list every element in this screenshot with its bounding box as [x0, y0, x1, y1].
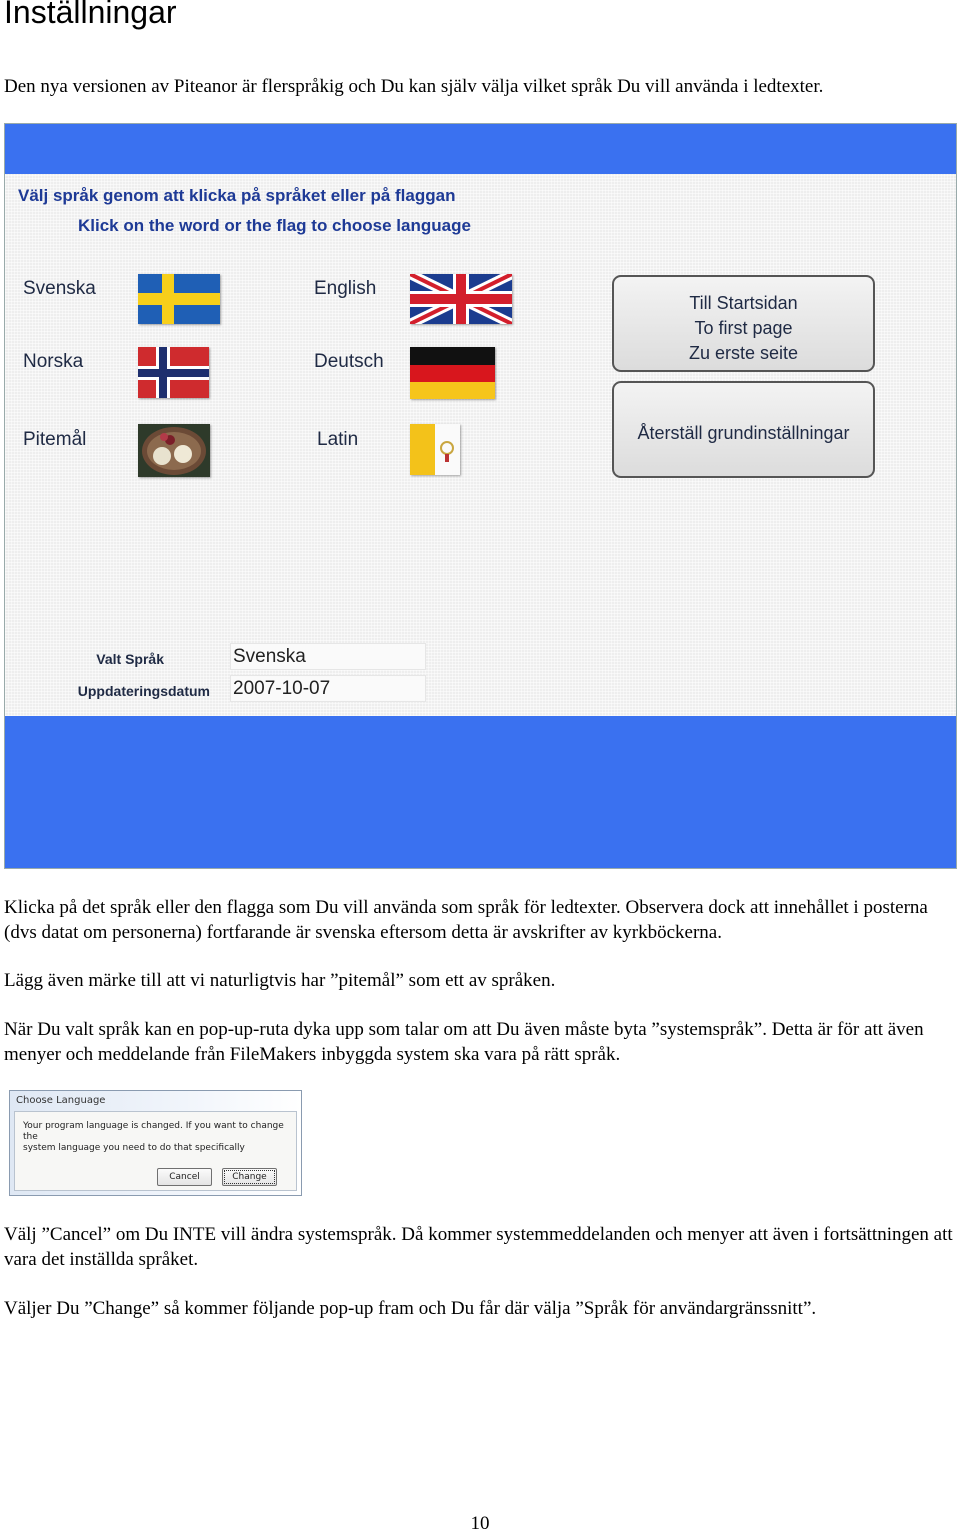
update-date-field: 2007-10-07	[230, 675, 426, 702]
language-english[interactable]: English	[314, 278, 377, 299]
intro-paragraph: Den nya versionen av Piteanor är flerspråkig och Du kan själv välja vilket språk Du vill använda i ledtexter.	[4, 76, 824, 97]
germany-flag-icon[interactable]	[410, 347, 495, 399]
paragraph-4: Välj ”Cancel” om Du INTE vill ändra systemspråk. Då kommer systemmeddelanden och menyer att även i fortsättningen att vara det inställda språket.	[4, 1224, 953, 1270]
bottom-blue-band	[5, 716, 956, 868]
language-deutsch[interactable]: Deutsch	[314, 351, 384, 372]
paragraph-5: Väljer Du ”Change” så kommer följande pop-up fram och Du får där välja ”Språk för användargränssnitt”.	[4, 1298, 817, 1319]
language-norska[interactable]: Norska	[23, 351, 84, 372]
hint-swedish: Välj språk genom att klicka på språket eller på flaggan	[18, 186, 456, 205]
uk-flag-icon[interactable]	[410, 274, 512, 324]
language-settings-screenshot	[4, 123, 957, 869]
dialog-body	[14, 1111, 297, 1191]
choose-language-dialog-screenshot	[9, 1090, 302, 1196]
page-title: Inställningar	[4, 0, 177, 30]
update-date-label: Uppdateringsdatum	[77, 683, 210, 699]
paragraph-2: Lägg även märke till att vi naturligtvis har ”pitemål” som ett av språken.	[4, 970, 556, 991]
pitemal-food-image-icon[interactable]	[138, 424, 210, 477]
settings-canvas	[5, 174, 956, 716]
selected-language-field: Svenska	[230, 643, 426, 670]
selected-language-label: Valt Språk	[96, 651, 164, 667]
start-page-button[interactable]	[612, 275, 875, 372]
dialog-change-button[interactable]: Change	[222, 1168, 277, 1186]
vatican-flag-icon[interactable]	[410, 424, 460, 475]
paragraph-1: Klicka på det språk eller den flagga som Du vill använda som språk för ledtexter. Observera dock att innehållet i posterna (dvs datat om personerna) fortfarande är svenska eftersom detta är avskrifter av kyrkböckerna.	[4, 897, 928, 943]
language-svenska[interactable]: Svenska	[23, 278, 96, 299]
language-latin[interactable]: Latin	[317, 429, 359, 450]
reset-button-label: Återställ grundinställningar	[637, 423, 850, 443]
norway-flag-icon[interactable]	[138, 347, 209, 398]
page-number: 10	[470, 1513, 490, 1534]
language-pitemal[interactable]: Pitemål	[23, 429, 87, 450]
top-blue-band	[5, 124, 956, 174]
start-button-line-2: To first page	[694, 318, 793, 338]
start-button-line-3: Zu erste seite	[688, 343, 799, 363]
dialog-title: Choose Language	[16, 1095, 106, 1106]
dialog-cancel-button[interactable]: Cancel	[157, 1168, 212, 1186]
sweden-flag-icon[interactable]	[138, 274, 220, 324]
hint-english: Klick on the word or the flag to choose language	[78, 216, 471, 235]
reset-defaults-button[interactable]	[612, 381, 875, 478]
dialog-message-line-1: Your program language is changed. If you want to change the	[23, 1121, 284, 1142]
paragraph-3: När Du valt språk kan en pop-up-ruta dyka upp som talar om att Du även måste byta ”systemspråk”. Detta är för att även menyer och meddelande från FileMakers inbyggda system ska vara på rätt språk.	[4, 1019, 924, 1065]
dialog-message-line-2: system language you need to do that specifically	[23, 1143, 245, 1153]
start-button-line-1: Till Startsidan	[689, 293, 798, 313]
dialog-message	[23, 1121, 293, 1154]
